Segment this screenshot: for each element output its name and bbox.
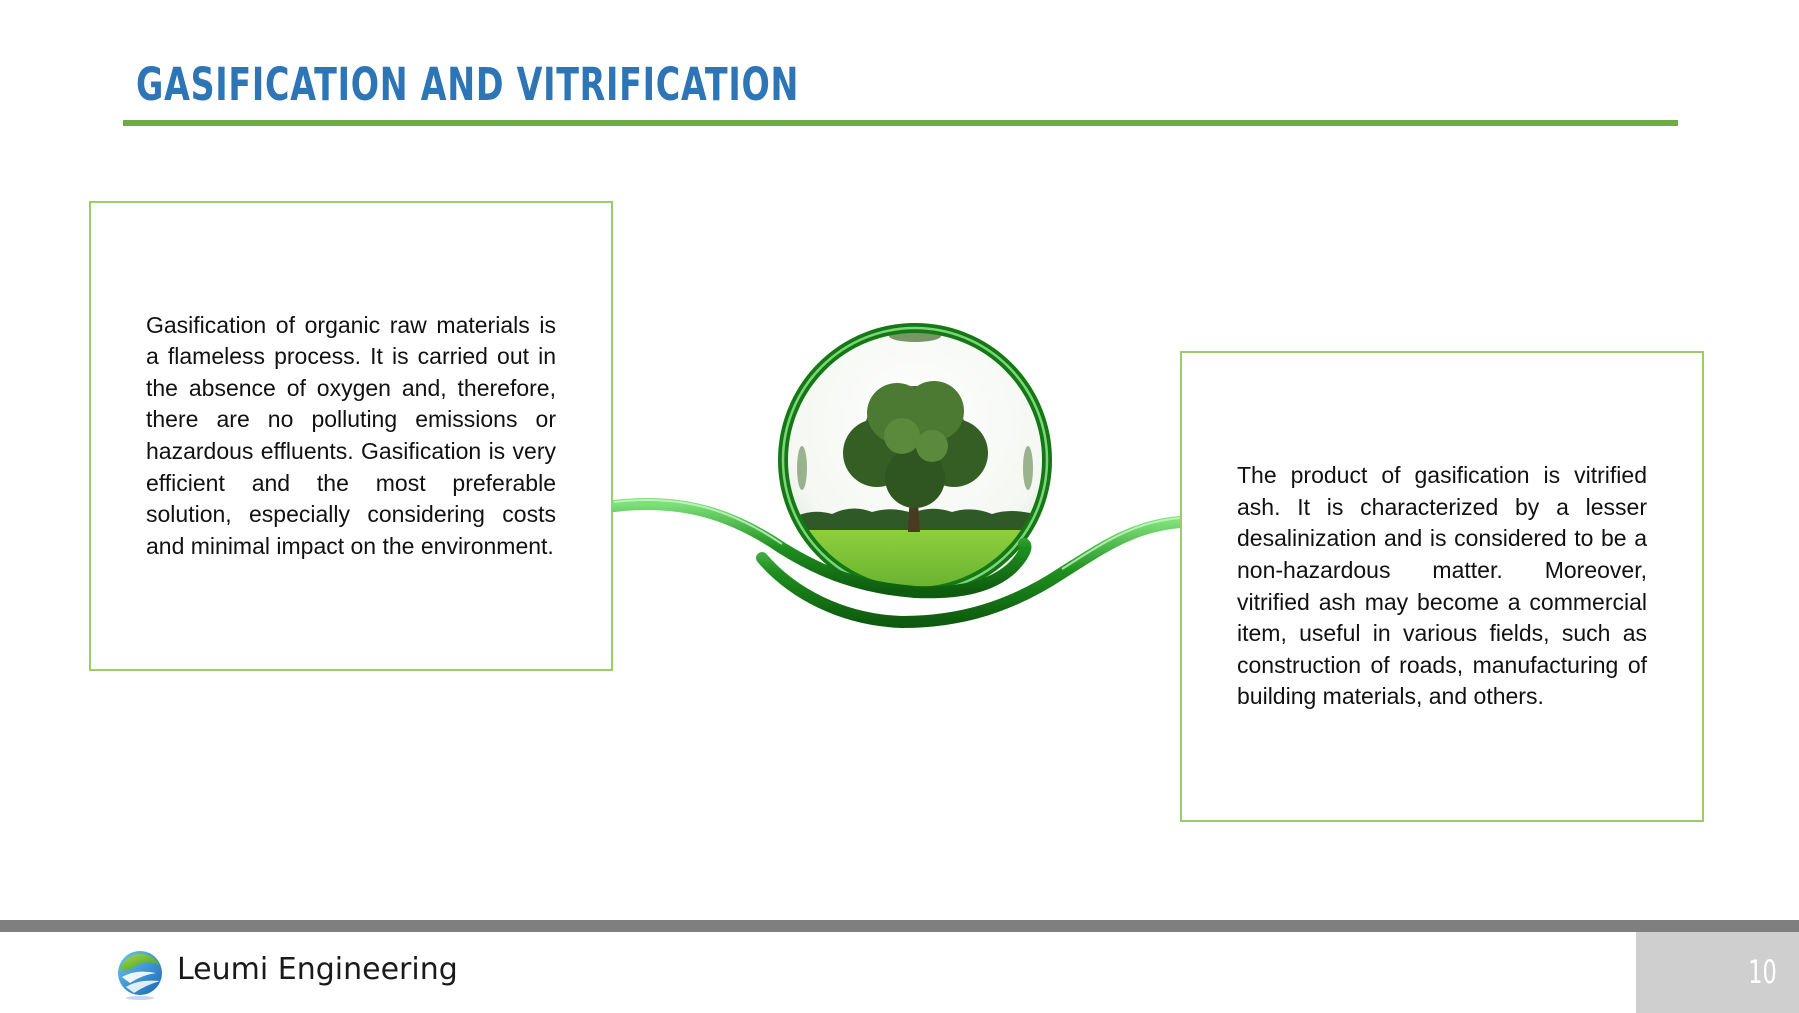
title-underline — [123, 120, 1678, 126]
vitrified-ash-text-box — [1180, 351, 1704, 822]
gasification-text-box — [89, 201, 613, 671]
footer-bar — [0, 920, 1799, 932]
gasification-paragraph: Gasification of organic raw materials is a flameless process. It is carried out in the absence of oxygen and, therefore, there are no polluting emissions or hazardous effluents. Gasification is very efficient and the most preferable solution, especially considering costs and minimal impact on the environment. — [146, 311, 556, 559]
vitrified-ash-paragraph: The product of gasification is vitrified ash. It is characterized by a lesser desalinization and is considered to be a non-hazardous matter. Moreover, vitrified ash may become a commercial item, useful in various fields, such as construction of roads, manufacturing of building materials, and others. — [1237, 462, 1647, 710]
tree-globe-illustration — [612, 318, 1182, 658]
leumi-globe-logo-icon — [116, 949, 164, 1001]
page-number-box — [1636, 932, 1799, 1013]
page-number: 10 — [1748, 953, 1777, 991]
slide-title: GASIFICATION AND VITRIFICATION — [136, 58, 800, 111]
company-name: Leumi Engineering — [177, 952, 458, 987]
